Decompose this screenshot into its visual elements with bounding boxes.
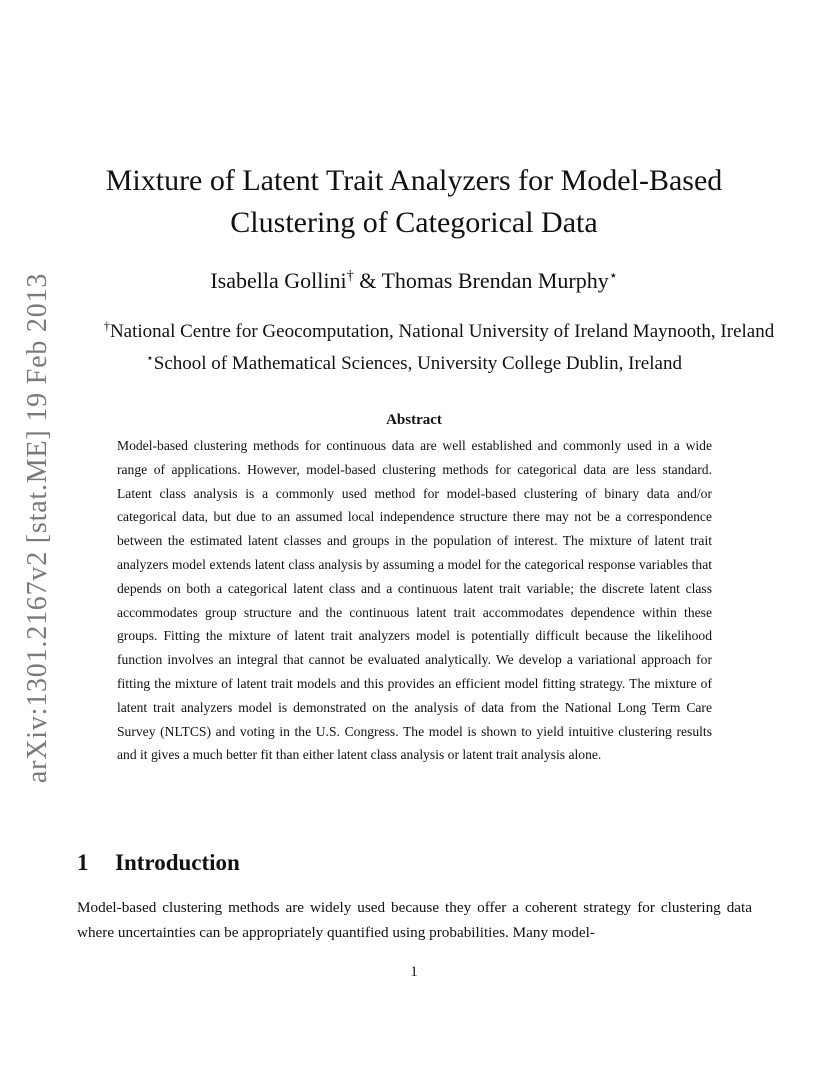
author-list [0,266,828,296]
author-1-mark: † [346,268,354,285]
title-line-1: Mixture of Latent Trait Analyzers for Model-Based [105,164,723,197]
paper-title [0,160,828,244]
section-title: Introduction [115,850,240,875]
affiliation-2-text: School of Mathematical Sciences, University College Dublin, Ireland [153,353,682,374]
section-number: 1 [77,850,89,875]
arxiv-side-stamp: arXiv:1301.2167v2 [stat.ME] 19 Feb 2013 [22,272,53,784]
abstract-heading: Abstract [386,412,442,428]
section-heading [77,848,240,878]
affiliation-list [0,316,828,380]
introduction-body: Model-based clustering methods are widely used because they offer a coherent strategy for clustering data where uncertainties can be appropriately quantified using probabilities. Many model- [77,899,752,941]
page-number: 1 [410,964,418,980]
affiliation-1-text: National Centre for Geocomputation, National University of Ireland Maynooth, Ireland [109,321,775,342]
affiliation-2-mark: ⋆ [146,351,154,366]
author-2-name: Thomas Brendan Murphy [381,268,609,293]
author-2-mark: ⋆ [608,268,618,285]
author-separator: & [353,268,382,293]
affiliation-2 [0,348,828,380]
abstract-body: Model-based clustering methods for continuous data are well established and commonly used in a wide range of applications. However, model-based clustering methods for categorical data are less standard. Latent class analysis is a commonly used method for model-based clustering of binary data and/or categorical data, but due to an assumed local independence structure there may not be a correspondence between the estimated latent classes and groups in the population of interest. The mixture of latent trait analyzers model extends latent class analysis by assuming a model for the categorical response variables that depends on both a categorical latent class and a continuous latent trait variable; the discrete latent class accommodates group structure and the continuous latent trait accommodates dependence within these groups. Fitting the mixture of latent trait analyzers model is potentially difficult because the likelihood function involves an integral that cannot be evaluated analytically. We develop a variational approach for fitting the mixture of latent trait models and this provides an efficient model fitting strategy. The mixture of latent trait analyzers model is demonstrated on the analysis of data from the National Long Term Care Survey (NLTCS) and voting in the U.S. Congress. The model is shown to yield intuitive clustering results and it gives a much better fit than either latent class analysis or latent trait analysis alone. [117,438,712,763]
title-line-2: Clustering of Categorical Data [230,206,598,239]
author-1-name: Isabella Gollini [210,268,347,293]
affiliation-1 [25,316,828,348]
affiliation-1-mark: † [103,319,110,334]
